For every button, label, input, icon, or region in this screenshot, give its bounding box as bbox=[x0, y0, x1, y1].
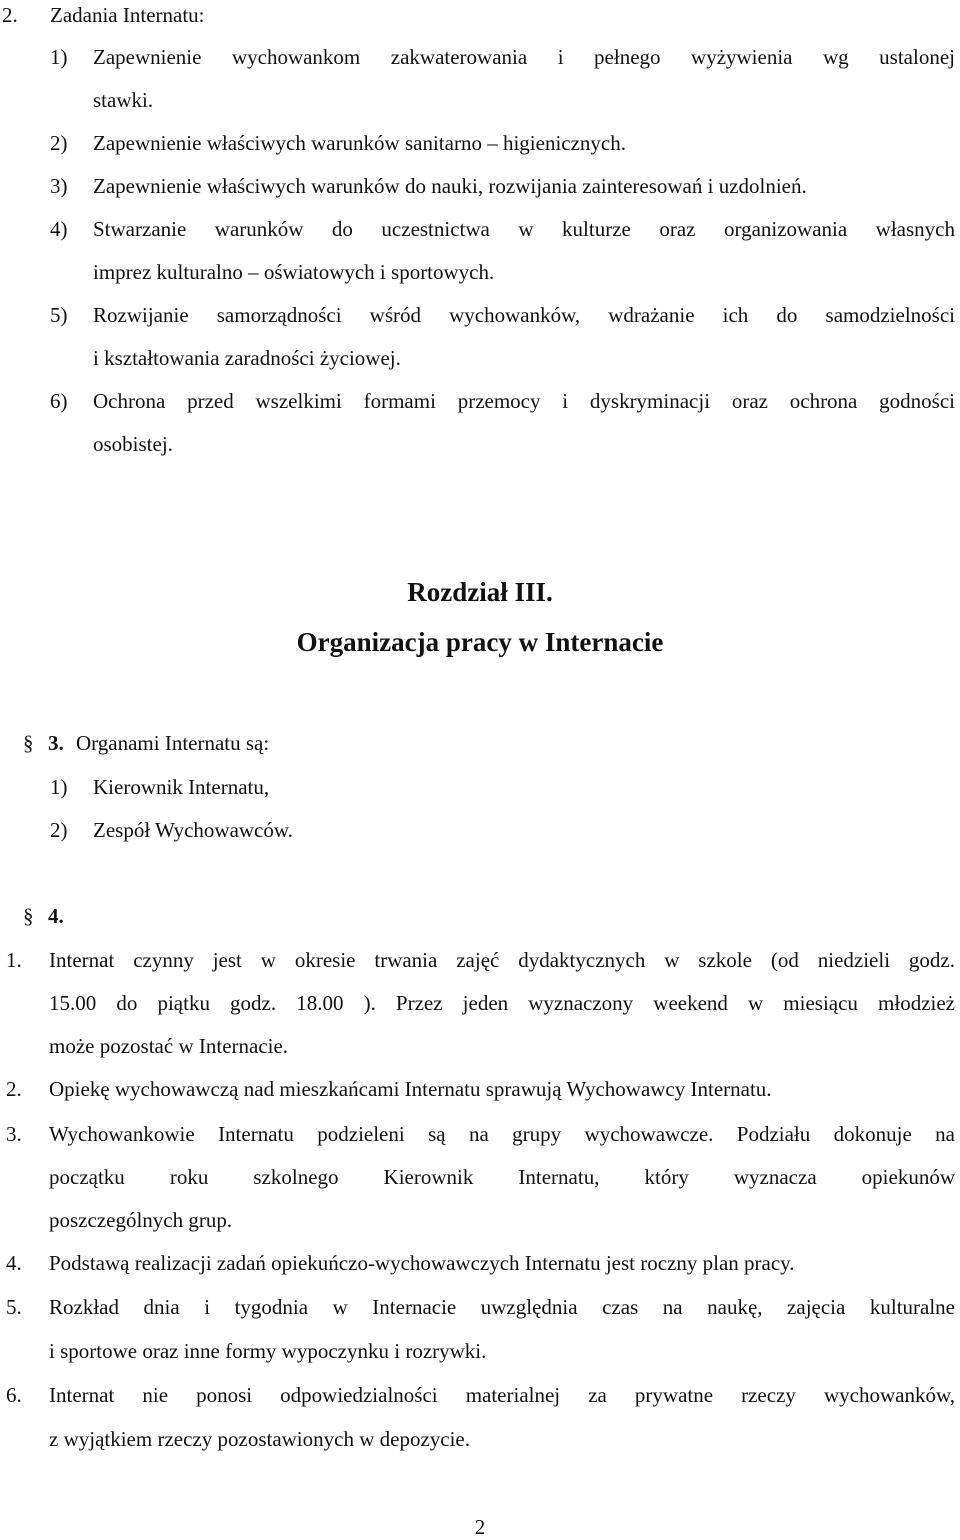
list-item-number: 4) bbox=[50, 217, 68, 241]
list-item-number: 6) bbox=[50, 389, 68, 413]
paragraph-number: 3. bbox=[48, 731, 64, 755]
list-item-text: poszczególnych grup. bbox=[49, 1208, 233, 1232]
list-item-text: Rozwijanie samorządności wśród wychowanków, wdrażanie ich do samodzielności bbox=[93, 303, 955, 327]
section-title: Zadania Internatu: bbox=[50, 3, 205, 27]
list-item-number: 5. bbox=[6, 1295, 22, 1319]
section-number: 2. bbox=[2, 3, 18, 27]
list-item-text: Zespół Wychowawców. bbox=[93, 818, 293, 842]
list-item-number: 1) bbox=[50, 775, 68, 799]
list-item-text: może pozostać w Internacie. bbox=[49, 1034, 289, 1058]
chapter-subtitle: Organizacja pracy w Internacie bbox=[296, 627, 664, 657]
list-item-text: Zapewnienie właściwych warunków sanitarno – higienicznych. bbox=[93, 131, 626, 155]
list-item-text: Zapewnienie właściwych warunków do nauki, rozwijania zainteresowań i uzdolnień. bbox=[93, 174, 807, 198]
list-item-number: 2) bbox=[50, 818, 68, 842]
paragraph-sign: § bbox=[23, 904, 34, 928]
list-item-text: i kształtowania zaradności życiowej. bbox=[93, 346, 401, 370]
list-item-number: 2) bbox=[50, 131, 68, 155]
paragraph-intro: Organami Internatu są: bbox=[76, 731, 270, 755]
list-item-text: i sportowe oraz inne formy wypoczynku i rozrywki. bbox=[49, 1339, 487, 1363]
list-item-text: Ochrona przed wszelkimi formami przemocy i dyskryminacji oraz ochrona godności bbox=[93, 389, 955, 413]
list-item-number: 4. bbox=[6, 1251, 22, 1275]
list-item-number: 1) bbox=[50, 45, 68, 69]
list-item-text: z wyjątkiem rzeczy pozostawionych w depozycie. bbox=[49, 1427, 470, 1451]
list-item-number: 3) bbox=[50, 174, 68, 198]
list-item-number: 5) bbox=[50, 303, 68, 327]
paragraph-sign: § bbox=[23, 731, 34, 755]
list-item-text: Internat czynny jest w okresie trwania zajęć dydaktycznych w szkole (od niedzieli godz. bbox=[49, 948, 955, 972]
list-item-text: Opiekę wychowawczą nad mieszkańcami Internatu sprawują Wychowawcy Internatu. bbox=[49, 1077, 772, 1101]
list-item-number: 6. bbox=[6, 1383, 22, 1407]
list-item-text: Zapewnienie wychowankom zakwaterowania i pełnego wyżywienia wg ustalonej bbox=[93, 45, 955, 69]
list-item-text: Stwarzanie warunków do uczestnictwa w kulturze oraz organizowania własnych bbox=[93, 217, 955, 241]
chapter-title: Rozdział III. bbox=[407, 577, 553, 607]
page-number: 2 bbox=[474, 1515, 486, 1539]
paragraph-number: 4. bbox=[48, 904, 64, 928]
list-item-text: Kierownik Internatu, bbox=[93, 775, 270, 799]
list-item-text: początku roku szkolnego Kierownik Internatu, który wyznacza opiekunów bbox=[49, 1165, 955, 1189]
list-item-text: Rozkład dnia i tygodnia w Internacie uwzględnia czas na naukę, zajęcia kulturalne bbox=[49, 1295, 955, 1319]
list-item-number: 3. bbox=[6, 1122, 22, 1146]
list-item-text: Internat nie ponosi odpowiedzialności materialnej za prywatne rzeczy wychowanków, bbox=[49, 1383, 955, 1407]
list-item-text: Podstawą realizacji zadań opiekuńczo-wychowawczych Internatu jest roczny plan pracy. bbox=[49, 1251, 795, 1275]
list-item-text: Wychowankowie Internatu podzieleni są na grupy wychowawcze. Podziału dokonuje na bbox=[49, 1122, 955, 1146]
list-item-text: osobistej. bbox=[93, 432, 173, 456]
list-item-text: imprez kulturalno – oświatowych i sportowych. bbox=[93, 260, 495, 284]
list-item-number: 2. bbox=[6, 1077, 22, 1101]
list-item-text: stawki. bbox=[93, 88, 154, 112]
list-item-number: 1. bbox=[6, 948, 22, 972]
list-item-text: 15.00 do piątku godz. 18.00 ). Przez jeden wyznaczony weekend w miesiącu młodzież bbox=[49, 991, 955, 1015]
